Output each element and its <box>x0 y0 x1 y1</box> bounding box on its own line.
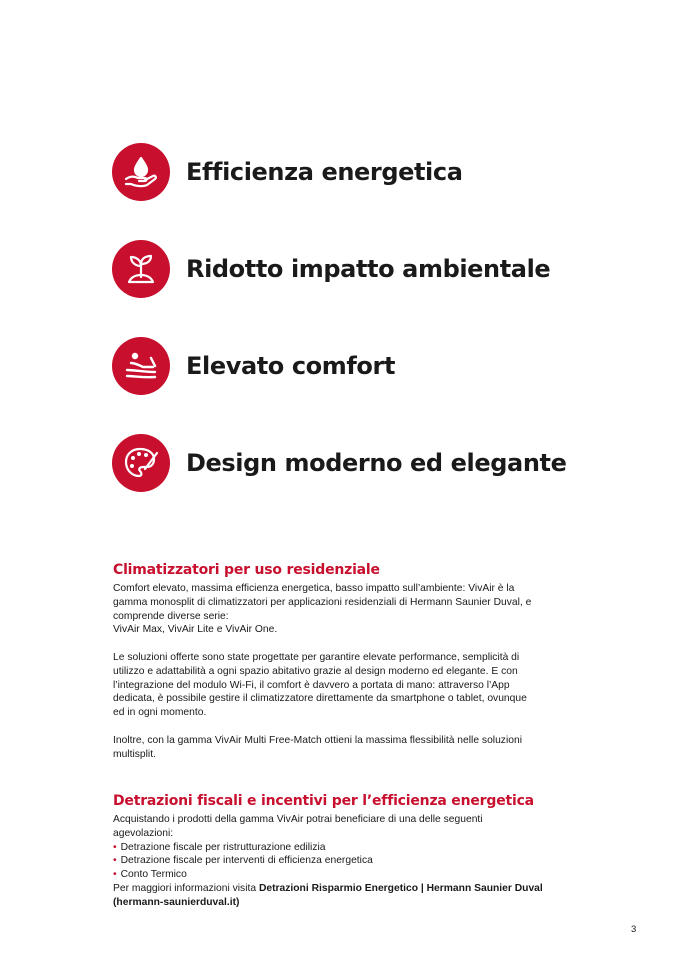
incentives-link-url[interactable]: (hermann-saunierduval.it) <box>113 896 240 908</box>
more-info-prefix: Per maggiori informazioni visita <box>113 882 259 894</box>
bullet-icon: • <box>113 841 117 853</box>
section-heading: Detrazioni fiscali e incentivi per l’efficienza energetica <box>113 793 534 809</box>
bullet-icon: • <box>113 855 117 867</box>
text-line: VivAir Max, VivAir Lite e VivAir One. <box>113 624 278 636</box>
page-number: 3 <box>631 924 637 935</box>
feature-title: Design moderno ed elegante <box>186 449 567 477</box>
incentives-link[interactable]: Detrazioni Risparmio Energetico | Hermann Saunier Duval <box>258 882 543 894</box>
sprout-icon <box>112 240 170 298</box>
text-line: Le soluzioni offerte sono state progettate per garantire elevate performance, semplicità di <box>113 651 520 663</box>
reclining-person-icon <box>112 337 170 395</box>
paragraph-incentives-intro <box>113 813 573 841</box>
text-line: comprende diverse serie: <box>113 610 229 622</box>
section-heading: Climatizzatori per uso residenziale <box>113 562 380 578</box>
paint-palette-icon <box>112 434 170 492</box>
text-line: multisplit. <box>113 748 156 760</box>
text-line: Inoltre, con la gamma VivAir Multi Free-Match ottieni la massima flessibilità nelle soluzioni <box>113 734 522 746</box>
section-tax-incentives <box>113 793 573 910</box>
feature-title: Elevato comfort <box>186 352 396 380</box>
list-item <box>113 854 573 868</box>
feature-design <box>112 434 566 492</box>
bullet-icon: • <box>113 869 117 881</box>
feature-energy-efficiency <box>112 143 463 201</box>
text-line: Acquistando i prodotti della gamma VivAir potrai beneficiare di una delle seguenti <box>113 814 483 825</box>
feature-title: Ridotto impatto ambientale <box>186 255 551 283</box>
list-item <box>113 868 573 882</box>
text-line: utilizzo e adattabilità a ogni spazio abitativo grazie al design moderno ed elegante. E con <box>113 665 518 677</box>
paragraph-intro <box>113 582 573 637</box>
hand-drop-icon <box>112 143 170 201</box>
incentives-list <box>113 841 573 882</box>
feature-title: Efficienza energetica <box>186 158 463 186</box>
text-line: gamma monosplit di climatizzatori per applicazioni residenziali di Hermann Saunier Duval, e <box>113 596 532 608</box>
paragraph-multisplit <box>113 734 573 762</box>
text-line: ed in ogni momento. <box>113 707 207 719</box>
list-item-text: Conto Termico <box>120 869 187 881</box>
feature-comfort <box>112 337 395 395</box>
text-line: dedicata, è possibile gestire il climatizzatore direttamente da smartphone o tablet, ovunque <box>113 693 527 705</box>
text-line: agevolazioni: <box>113 827 174 839</box>
list-item-text: Detrazione fiscale per ristrutturazione edilizia <box>120 841 326 853</box>
paragraph-solutions <box>113 651 573 720</box>
list-item-text: Detrazione fiscale per interventi di efficienza energetica <box>120 855 373 867</box>
text-line: l’integrazione del modulo Wi-Fi, il comfort è davvero a portata di mano: attraverso l’App <box>113 679 510 691</box>
list-item <box>113 841 573 855</box>
section-residential <box>113 562 573 761</box>
feature-environment <box>112 240 550 298</box>
text-line: Comfort elevato, massima efficienza energetica, basso impatto sull’ambiente: VivAir è la <box>113 583 515 594</box>
more-info <box>113 882 573 910</box>
